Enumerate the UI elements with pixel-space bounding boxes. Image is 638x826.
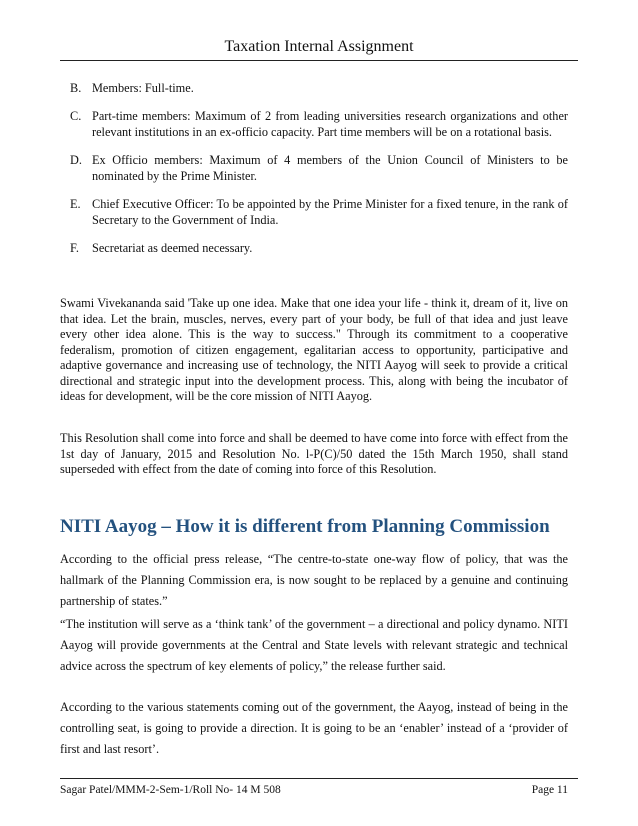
page-header-title: Taxation Internal Assignment [224, 38, 414, 55]
list-marker: C. [70, 108, 82, 123]
list-item-text: Part-time members: Maximum of 2 from leading universities research organizations and other relevant institutions in an ex-officio capacity. Part time members will be on a rotational basis. [92, 108, 568, 139]
list-item-text: Members: Full-time. [92, 81, 194, 95]
vivekananda-paragraph: Swami Vivekananda said 'Take up one idea. Make that one idea your life - think it, dream of it, live on that idea. Let the brain, muscles, nerves, every part of your body, be full of that idea and just leave every other idea alone. This is the way to success." Through its commitment to a cooperative federalism, promotion of citizen engagement, egalitarian access to opportunity, participative and adaptive governance and increasing use of technology, the NITI Aayog will seek to provide a critical directional and strategic input into the development process. This, along with being the incubator of ideas for development, will be the core mission of NITI Aayog. [60, 296, 568, 403]
header-divider [60, 60, 578, 61]
list-item [70, 80, 568, 97]
footer-divider [60, 778, 578, 779]
list-item [70, 108, 568, 141]
list-item-text: Ex Officio members: Maximum of 4 members of the Union Council of Ministers to be nominated by the Prime Minister. [92, 152, 568, 183]
footer-author: Sagar Patel/MMM-2-Sem-1/Roll No- 14 M 508 [60, 784, 281, 796]
list-item [70, 196, 568, 229]
list-item-text: Chief Executive Officer: To be appointed by the Prime Minister for a fixed tenure, in the rank of Secretary to the Government of India. [92, 196, 568, 227]
list-marker: B. [70, 81, 82, 95]
members-list [70, 80, 568, 267]
resolution-paragraph: This Resolution shall come into force and shall be deemed to have come into force with effect from the 1st day of January, 2015 and Resolution No. l-P(C)/50 dated the 15th March 1950, shall stand superseded with effect from the date of coming into force of this Resolution. [60, 431, 568, 476]
list-marker: D. [70, 152, 82, 167]
list-item [70, 152, 568, 185]
list-marker: F. [70, 240, 79, 255]
list-marker: E. [70, 196, 81, 211]
think-tank-paragraph: “The institution will serve as a ‘think tank’ of the government – a directional and policy dynamo. NITI Aayog will provide governments at the Central and State levels with relevant strategic and technical advice across the spectrum of key elements of policy,” the release further said. [60, 617, 568, 673]
enabler-paragraph: According to the various statements coming out of the government, the Aayog, instead of being in the controlling seat, is going to provide a direction. It is going to be an ‘enabler’ instead of a ‘provider of first and last resort’. [60, 700, 568, 756]
page-number: Page 11 [531, 784, 568, 796]
section-heading: NITI Aayog – How it is different from Planning Commission [60, 516, 550, 537]
list-item-text: Secretariat as deemed necessary. [92, 240, 253, 255]
press-release-paragraph: According to the official press release, “The centre-to-state one-way flow of policy, that was the hallmark of the Planning Commission era, is now sought to be replaced by a genuine and continuing partnership of states.” [60, 552, 568, 608]
page-footer [60, 783, 568, 797]
list-item [70, 240, 568, 257]
